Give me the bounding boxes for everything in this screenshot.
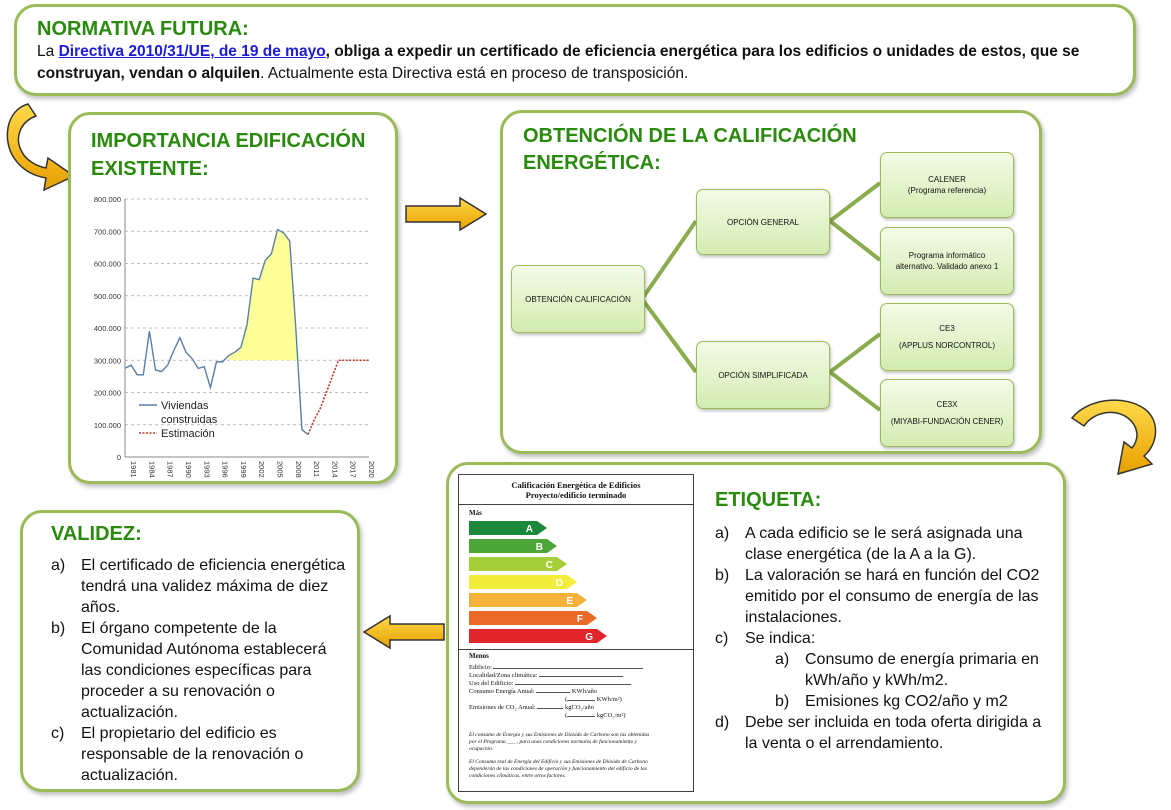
legend-label: construidas xyxy=(161,414,218,426)
node-opcion-general: OPCIÓN GENERAL xyxy=(696,189,830,255)
y-tick-label: 800.000 xyxy=(93,195,121,204)
validez-item xyxy=(51,618,351,723)
normativa-box xyxy=(14,4,1136,96)
energy-label: Calificación Energética de Edificios Proyecto/edificio terminado Más A B C D E F G Menos Edificio: Localidad/Zona climática: Uso del Edificio: Consumo Energía Anual: KWh/año ( KWh/m²) Emisiones de CO₂ Anual: kgCO₂/año ( kgCO₂/m²) El consumo de Energía y sus Emisiones de Dióxido de Carbono son las obtenidas por el Programa ___ , para unas condiciones normales de funcionamiento y ocupación. El Consumo real de Energía del Edificio y sus Emisiones de Dióxido de Carbono dependerán de las condiciones de operación y funcionamiento del edificio de las condiciones climáticas, entre otros factores. xyxy=(458,474,694,792)
label-note-1: El consumo de Energía y sus Emisiones de Dióxido de Carbono son las obtenidas por el Programa ___ , para unas condiciones normales de funcionamiento y ocupación. xyxy=(469,732,650,752)
list-marker: b) xyxy=(775,693,790,710)
grade-letter: A xyxy=(525,524,533,535)
curved-arrow-down-icon xyxy=(1066,392,1166,492)
etiqueta-item xyxy=(715,565,1055,628)
x-tick-label: 2002 xyxy=(257,461,267,478)
label-note-2: El Consumo real de Energía del Edificio y sus Emisiones de Dióxido de Carbono dependerán de las condiciones de operación y funcionamiento del edificio de las condiciones climáticas, entre otros factores. xyxy=(469,759,648,779)
list-marker: b) xyxy=(51,620,66,637)
list-text: La valoración se hará en función del CO2 emitido por el consumo de energía de las instalaciones. xyxy=(745,567,1040,626)
x-tick-label: 2017 xyxy=(348,461,358,478)
list-text: Emisiones kg CO2/año y m2 xyxy=(805,693,1008,710)
list-text: El certificado de eficiencia energética tendrá una validez máxima de diez años. xyxy=(81,557,346,616)
grade-letter: F xyxy=(576,614,583,625)
obtencion-box xyxy=(500,110,1042,454)
list-marker: c) xyxy=(715,630,729,647)
y-tick-label: 300.000 xyxy=(93,356,121,366)
grade-letter: C xyxy=(545,560,553,571)
validez-title: VALIDEZ: xyxy=(51,523,142,545)
node-ce3x: CE3X (MIYABI-FUNDACIÓN CENER) xyxy=(880,379,1014,447)
x-tick-label: 1996 xyxy=(220,461,230,478)
etiqueta-item xyxy=(715,628,1055,649)
left-arrow-icon xyxy=(362,614,446,650)
label-mas: Más xyxy=(469,509,482,517)
y-tick-label: 700.000 xyxy=(93,227,121,237)
etiqueta-sub-item xyxy=(775,649,1055,691)
x-tick-label: 1987 xyxy=(165,461,175,478)
validez-item xyxy=(51,555,351,618)
importancia-box xyxy=(68,112,398,484)
y-tick-label: 500.000 xyxy=(93,291,121,301)
legend-label: Estimación xyxy=(161,428,215,440)
node-programa-alternativo: Programa informático alternativo. Validado anexo 1 xyxy=(880,227,1014,295)
list-text: Debe ser incluida en toda oferta dirigida a la venta o el arrendamiento. xyxy=(745,714,1042,752)
x-tick-label: 1990 xyxy=(184,461,193,478)
housing-chart xyxy=(77,191,377,481)
grade-bar-b xyxy=(469,539,557,553)
validez-list xyxy=(51,555,351,786)
list-text: Se indica: xyxy=(745,630,816,647)
grade-letter: G xyxy=(585,632,593,643)
x-tick-label: 2005 xyxy=(275,461,285,478)
node-ce3: CE3 (APPLUS NORCONTROL) xyxy=(880,303,1014,371)
list-marker: a) xyxy=(51,557,66,574)
etiqueta-last-item xyxy=(715,712,1055,754)
area-fill xyxy=(229,230,298,361)
x-tick-label: 1999 xyxy=(238,461,248,478)
series-line-estimacion xyxy=(308,360,369,434)
validez-box xyxy=(20,510,360,792)
x-tick-label: 2008 xyxy=(293,461,303,478)
validez-item xyxy=(51,723,351,786)
node-obtencion-calificacion: OBTENCIÓN CALIFICACIÓN xyxy=(511,265,645,333)
x-tick-label: 1981 xyxy=(129,461,139,478)
list-text: El propietario del edificio es responsable de la renovación o actualización. xyxy=(81,725,304,784)
obtencion-title: OBTENCIÓN DE LA CALIFICACIÓN ENERGÉTICA: xyxy=(523,125,857,174)
x-tick-label: 1993 xyxy=(202,461,212,478)
grade-letter: E xyxy=(566,596,573,607)
list-marker: b) xyxy=(715,567,730,584)
label-title: Calificación Energética de Edificios Proyecto/edificio terminado xyxy=(511,480,641,500)
list-marker: a) xyxy=(715,525,730,542)
grade-bar-a xyxy=(469,521,547,535)
y-tick-label: 100.000 xyxy=(93,420,121,430)
y-tick-label: 400.000 xyxy=(93,324,121,333)
list-text: El órgano competente de la Comunidad Autónoma establecerá las condiciones específicas para proceder a su renovación o actualización. xyxy=(81,620,327,721)
label-menos: Menos xyxy=(469,652,489,660)
y-tick-label: 600.000 xyxy=(93,259,121,269)
grade-letter: D xyxy=(555,578,563,589)
y-tick-label: 0 xyxy=(116,453,121,462)
list-marker: d) xyxy=(715,714,730,731)
grade-letter: B xyxy=(535,542,543,553)
etiqueta-item xyxy=(715,523,1055,565)
normativa-title: NORMATIVA FUTURA: xyxy=(37,18,249,40)
importancia-title: IMPORTANCIA EDIFICACIÓN EXISTENTE: xyxy=(91,130,366,180)
list-text: Consumo de energía primaria en kWh/año y kWh/m2. xyxy=(805,651,1039,689)
etiqueta-sub-item xyxy=(775,691,1055,712)
legend-label: Viviendas xyxy=(161,400,209,412)
directiva-link[interactable]: Directiva 2010/31/UE, de 19 de mayo xyxy=(58,43,326,60)
x-tick-label: 2020 xyxy=(367,461,376,478)
x-tick-label: 1984 xyxy=(147,461,157,478)
x-tick-label: 2014 xyxy=(330,461,340,478)
node-opcion-simplificada: OPCIÓN SIMPLIFICADA xyxy=(696,341,830,409)
normativa-text: La Directiva 2010/31/UE, de 19 de mayo, obliga a expedir un certificado de eficiencia energética para los edificios o unidades de estos, que se construyan, vendan o alquilen. Actualmente esta Directiva está en proceso de transposición. xyxy=(37,43,1080,82)
right-arrow-icon xyxy=(404,196,488,232)
list-marker: a) xyxy=(775,651,790,668)
energy-grade-bars xyxy=(459,519,695,645)
list-text: A cada edificio se le será asignada una clase energética (de la A a la G). xyxy=(745,525,1023,563)
etiqueta-title: ETIQUETA: xyxy=(715,489,822,511)
y-tick-label: 200.000 xyxy=(93,388,121,398)
list-marker: c) xyxy=(51,725,65,742)
x-tick-label: 2011 xyxy=(312,461,322,478)
etiqueta-box xyxy=(446,462,1066,804)
etiqueta-list xyxy=(715,523,1055,754)
node-calener: CALENER (Programa referencia) xyxy=(880,152,1014,218)
